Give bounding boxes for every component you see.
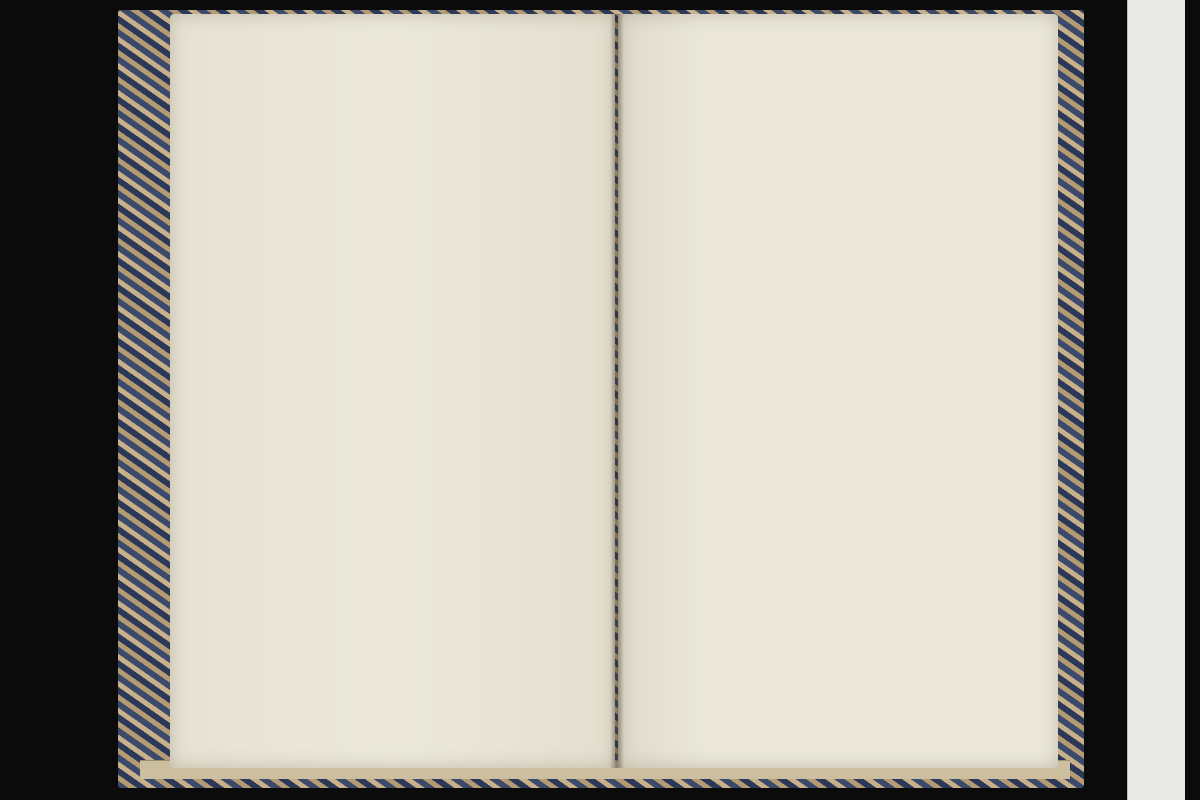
left-page — [170, 14, 615, 768]
measurement-ruler — [1127, 0, 1185, 800]
book-gutter — [610, 14, 624, 768]
right-page — [618, 14, 1058, 768]
